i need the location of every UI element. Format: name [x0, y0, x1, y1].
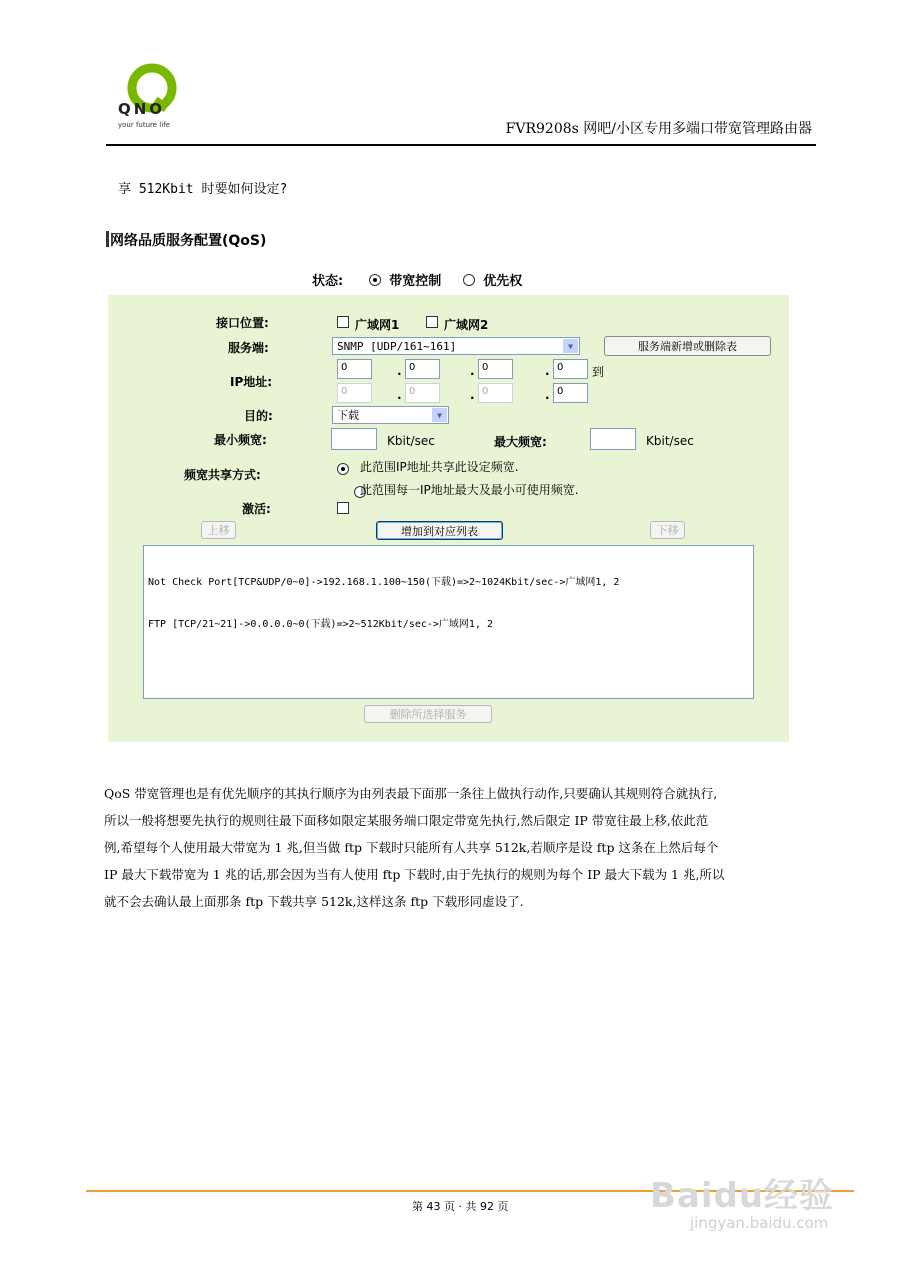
chevron-down-icon: ▼ — [432, 408, 447, 422]
ip-end-octet-3[interactable]: 0 — [478, 383, 513, 403]
status-option-priority: 优先权 — [483, 274, 523, 289]
rule-item[interactable]: Not Check Port[TCP&UDP/0~0]->192.168.1.100~150(下载)=>2~1024Kbit/sec->广域网1, 2 — [148, 577, 620, 588]
max-bandwidth-label: 最大频宽: — [494, 435, 547, 449]
wan2-checkbox[interactable] — [426, 316, 438, 328]
service-label: 服务端: — [228, 341, 269, 355]
ip-to-label: 到 — [592, 365, 605, 379]
move-up-button[interactable]: 上移 — [201, 521, 236, 539]
min-bandwidth-input[interactable] — [331, 428, 377, 450]
page-number: 第 43 页 · 共 92 页 — [412, 1200, 509, 1213]
max-bandwidth-unit: Kbit/sec — [646, 434, 694, 448]
share-mode-label: 频宽共享方式: — [184, 468, 261, 482]
ip-end-octet-1[interactable]: 0 — [337, 383, 372, 403]
status-row — [312, 270, 522, 289]
logo-tagline: your future life — [118, 121, 170, 129]
paragraph-line: 所以一般将想要先执行的规则往最下面移如限定某服务端口限定带宽先执行,然后限定 IP 带宽往最上移,依此范 — [104, 813, 709, 828]
ip-start-octet-2[interactable]: 0 — [405, 359, 440, 379]
direction-label: 目的: — [244, 409, 273, 423]
service-value: SNMP [UDP/161~161] — [337, 339, 457, 353]
min-bandwidth-unit: Kbit/sec — [387, 434, 435, 448]
enable-checkbox[interactable] — [337, 502, 349, 514]
add-to-list-button[interactable]: 增加到对应列表 — [376, 521, 503, 540]
max-bandwidth-input[interactable] — [590, 428, 636, 450]
title-marker — [106, 231, 109, 247]
ip-dot: . — [397, 388, 402, 402]
min-bandwidth-label: 最小频宽: — [214, 433, 267, 447]
ip-dot: . — [545, 364, 550, 378]
intro-text: 享 512Kbit 时要如何设定? — [118, 182, 288, 197]
paragraph-line: QoS 带宽管理也是有优先顺序的其执行顺序为由列表最下面那一条往上做执行动作,只要确认其规则符合就执行, — [104, 786, 718, 801]
radio-bandwidth-control[interactable] — [369, 274, 381, 286]
wan1-label: 广域网1 — [355, 318, 400, 332]
paragraph-line: IP 最大下载带宽为 1 兆的话,那会因为当有人使用 ftp 下载时,由于先执行的规则为每个 IP 最大下载为 1 兆,所以 — [104, 867, 725, 882]
rules-listbox[interactable] — [143, 545, 754, 699]
ip-dot: . — [545, 388, 550, 402]
body-paragraph — [104, 780, 854, 915]
header-divider — [106, 144, 816, 146]
ip-dot: . — [470, 388, 475, 402]
share-option-each-ip: 此范围每一IP地址最大及最小可使用频宽. — [360, 483, 579, 497]
radio-priority[interactable] — [463, 274, 475, 286]
wan1-checkbox[interactable] — [337, 316, 349, 328]
watermark-brand: Baidu经验 — [650, 1176, 835, 1216]
direction-value: 下载 — [337, 409, 359, 422]
logo-wordmark: QNO — [118, 100, 166, 118]
ip-dot: . — [397, 364, 402, 378]
paragraph-line: 例,希望每个人使用最大带宽为 1 兆,但当做 ftp 下载时只能所有人共享 512k,若顺序是设 ftp 这条在上然后每个 — [104, 840, 719, 855]
ip-dot: . — [470, 364, 475, 378]
status-label: 状态: — [312, 274, 344, 289]
panel-title: 网络品质服务配置(QoS) — [110, 233, 267, 249]
interface-label: 接口位置: — [216, 316, 269, 330]
ip-start-octet-1[interactable]: 0 — [337, 359, 372, 379]
share-option-range: 此范围IP地址共享此设定频宽. — [360, 460, 519, 474]
status-option-bandwidth: 带宽控制 — [389, 274, 442, 289]
watermark-url: jingyan.baidu.com — [690, 1214, 829, 1232]
radio-share-range[interactable] — [337, 463, 349, 475]
paragraph-line: 就不会去确认最上面那条 ftp 下载共享 512k,这样这条 ftp 下载形同虚设了. — [104, 894, 524, 909]
delete-selected-button[interactable]: 删除所选择服务 — [364, 705, 492, 723]
service-table-button[interactable]: 服务端新增或删除表 — [604, 336, 771, 356]
enable-label: 激活: — [242, 502, 271, 516]
service-select[interactable] — [332, 337, 580, 355]
ip-label: IP地址: — [230, 375, 273, 389]
chevron-down-icon: ▼ — [563, 339, 578, 353]
ip-end-octet-4[interactable]: 0 — [553, 383, 588, 403]
wan2-label: 广域网2 — [444, 318, 489, 332]
rule-item[interactable]: FTP [TCP/21~21]->0.0.0.0~0(下载)=>2~512Kbit/sec->广域网1, 2 — [148, 619, 494, 630]
ip-end-octet-2[interactable]: 0 — [405, 383, 440, 403]
move-down-button[interactable]: 下移 — [650, 521, 685, 539]
ip-start-octet-3[interactable]: 0 — [478, 359, 513, 379]
ip-start-octet-4[interactable]: 0 — [553, 359, 588, 379]
document-title: FVR9208s 网吧/小区专用多端口带宽管理路由器 — [505, 121, 812, 137]
direction-select[interactable] — [332, 406, 449, 424]
